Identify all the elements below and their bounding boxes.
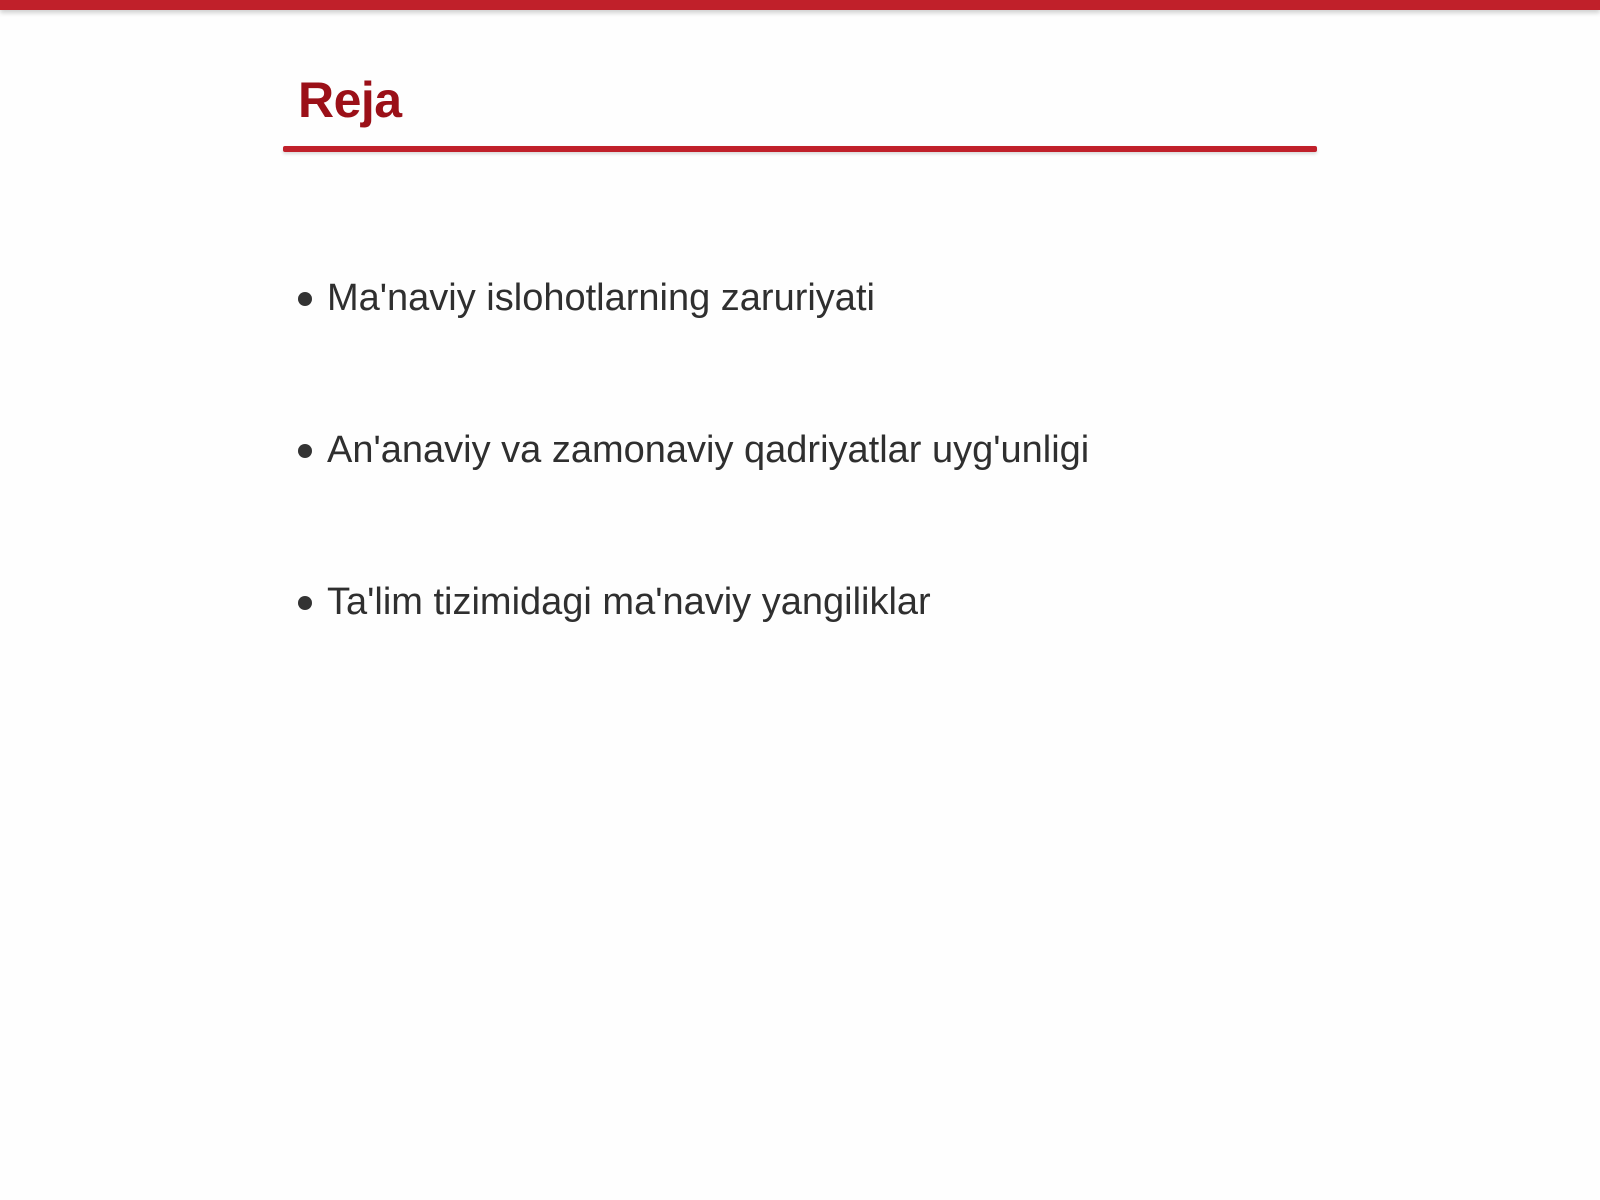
list-item (298, 422, 1089, 574)
list-item-text: Ma'naviy islohotlarning zaruriyati (327, 277, 875, 319)
list-item-text: Ta'lim tizimidagi ma'naviy yangiliklar (327, 581, 931, 623)
bullet-dot-icon (298, 444, 312, 458)
bullet-list (298, 270, 1089, 726)
list-item (298, 270, 1089, 422)
title-underline (283, 146, 1317, 152)
slide-title: Reja (298, 72, 402, 128)
top-accent-bar (0, 0, 1600, 10)
list-item (298, 574, 1089, 726)
bullet-dot-icon (298, 596, 312, 610)
list-item-text: An'anaviy va zamonaviy qadriyatlar uyg'unligi (327, 429, 1090, 471)
bullet-dot-icon (298, 292, 312, 306)
